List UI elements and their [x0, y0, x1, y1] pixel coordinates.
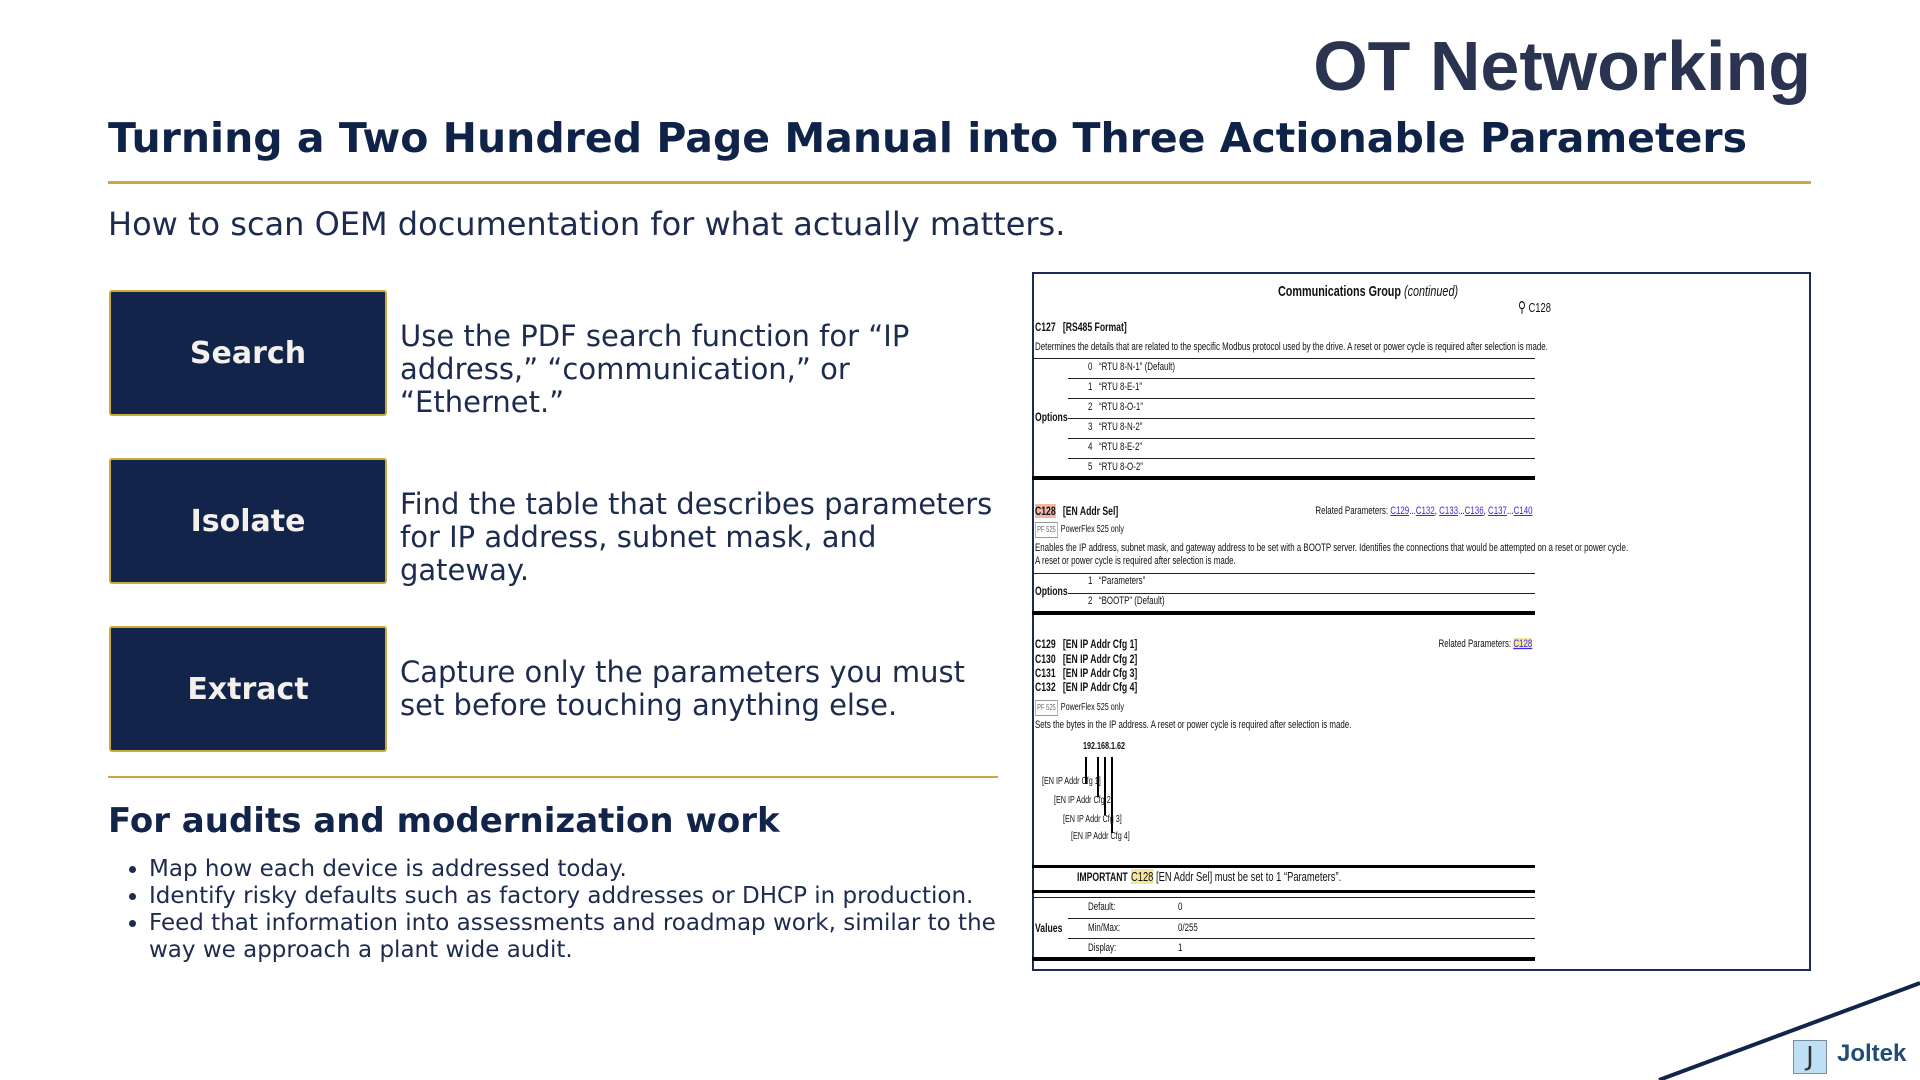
doc-title: Communications Group (continued) [1278, 283, 1459, 300]
pdf-search[interactable]: ⚲ C128 [1518, 299, 1551, 316]
related-link[interactable]: C137 [1487, 505, 1507, 517]
c128-header: C128 [EN Addr Sel] [1035, 504, 1119, 518]
option-row: 2 “RTU 8-O-1” [1088, 401, 1143, 413]
step-label: Extract [187, 671, 309, 707]
value-val: 0 [1178, 901, 1183, 913]
related-link[interactable]: C140 [1513, 505, 1532, 517]
param-c132: C132 [EN IP Addr Cfg 4] [1035, 680, 1138, 694]
option-row: 2 “BOOTP” (Default) [1088, 595, 1165, 607]
option-row: 3 “RTU 8-N-2” [1088, 421, 1143, 433]
ip-label: [EN IP Addr Cfg 1] [1042, 776, 1101, 787]
options-label: Options [1035, 584, 1068, 598]
ip-label: [EN IP Addr Cfg 4] [1071, 831, 1130, 842]
step-isolate-text: Find the table that describes parameters for IP address, subnet mask, and gateway. [400, 487, 993, 587]
value-val: 1 [1178, 942, 1183, 954]
c129-related: Related Parameters: C128 [1438, 638, 1532, 650]
audits-heading: For audits and modernization work [108, 801, 780, 841]
options-label: Options [1035, 410, 1068, 424]
value-key: Min/Max: [1088, 922, 1121, 934]
pf525-note: PF 525 PowerFlex 525 only [1035, 522, 1124, 538]
step-extract-text: Capture only the parameters you must set before touching anything else. [400, 655, 965, 722]
step-label: Isolate [190, 503, 306, 539]
c127-header: C127 [RS485 Format] [1035, 320, 1127, 334]
step-search-text: Use the PDF search function for “IP address,” “communication,” or “Ethernet.” [400, 319, 910, 419]
joltek-logo-icon: J [1793, 1040, 1827, 1074]
param-c130: C130 [EN IP Addr Cfg 2] [1035, 652, 1138, 666]
c128-related: Related Parameters: C129...C132, C133...C136, C137...C140 [1314, 505, 1532, 517]
ip-label: [EN IP Addr Cfg 3] [1063, 814, 1122, 825]
c128-desc: Enables the IP address, subnet mask, and gateway address to be set with a BOOTP server. Identifies the connections that would be attempted on a reset or power cycle. [1035, 542, 1629, 554]
ip-example: 192.168.1.62 [1083, 741, 1126, 752]
c128-desc-2: A reset or power cycle is required after selection is made. [1035, 555, 1236, 567]
section-title: OT Networking [1313, 27, 1811, 105]
related-link[interactable]: C136 [1464, 505, 1484, 517]
param-c131: C131 [EN IP Addr Cfg 3] [1035, 666, 1138, 680]
option-row: 4 “RTU 8-E-2” [1088, 441, 1142, 453]
c129-desc: Sets the bytes in the IP address. A reset or power cycle is required after selection is made. [1035, 719, 1352, 731]
values-label: Values [1035, 921, 1063, 935]
slide-subtitle: How to scan OEM documentation for what actually matters. [108, 205, 1066, 243]
option-row: 1 “Parameters” [1088, 575, 1146, 587]
search-icon: ⚲ [1518, 299, 1526, 316]
ip-label: [EN IP Addr Cfg 2] [1054, 795, 1113, 806]
important-note: C128 [EN Addr Sel] must be set to 1 “Parameters”. [1131, 869, 1342, 884]
value-key: Default: [1088, 901, 1116, 913]
value-key: Display: [1088, 942, 1117, 954]
list-item: • Identify risky defaults such as factory addresses or DHCP in production. [149, 883, 999, 910]
related-link[interactable]: C128 [1513, 638, 1532, 650]
related-link[interactable]: C129 [1389, 505, 1409, 517]
slide-title: Turning a Two Hundred Page Manual into Three Actionable Parameters [108, 114, 1748, 162]
step-label: Search [189, 335, 307, 371]
option-row: 1 “RTU 8-E-1” [1088, 381, 1142, 393]
joltek-logo-text: Joltek [1837, 1040, 1907, 1067]
param-c129: C129 [EN IP Addr Cfg 1] [1035, 637, 1138, 651]
related-link[interactable]: C133 [1438, 505, 1458, 517]
pf525-note: PF 525 PowerFlex 525 only [1035, 700, 1124, 716]
value-val: 0/255 [1178, 922, 1198, 934]
c127-desc: Determines the details that are related to the specific Modbus protocol used by the drive. A reset or power cycle is required after selection is made. [1035, 341, 1548, 353]
list-item: • Feed that information into assessments and roadmap work, similar to the way we approach a plant wide audit. [149, 910, 999, 964]
option-row: 0 “RTU 8-N-1” (Default) [1088, 361, 1175, 373]
list-item: • Map how each device is addressed today. [149, 856, 999, 883]
option-row: 5 “RTU 8-O-2” [1088, 461, 1143, 473]
important-label: IMPORTANT [1077, 870, 1128, 884]
related-link[interactable]: C132 [1415, 505, 1435, 517]
